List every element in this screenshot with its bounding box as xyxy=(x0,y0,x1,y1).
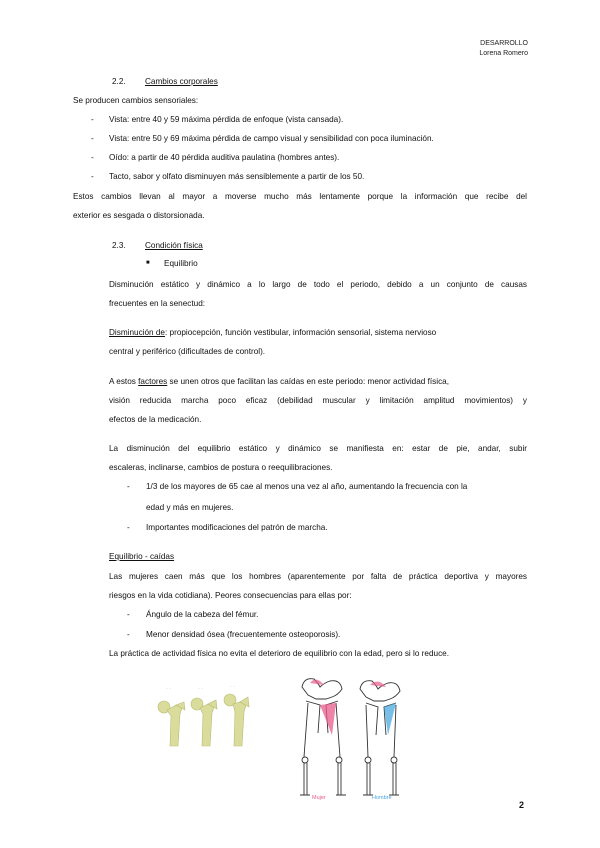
list-item: Vista: entre 50 y 69 máxima pérdida de campo visual y sensibilidad con poca iluminación. xyxy=(109,134,434,143)
list-item: Vista: entre 40 y 59 máxima pérdida de enfoque (vista cansada). xyxy=(109,115,344,124)
male-skeleton xyxy=(360,681,400,795)
square-bullet-icon: ■ xyxy=(146,260,150,266)
section-number: 2.3. xyxy=(112,241,126,250)
paragraph: Estos cambios llevan al mayor a moverse mucho más lentamente porque la información que recibe del xyxy=(73,192,527,201)
paragraph: Disminución estático y dinámico a lo largo de todo el periodo, debido a un conjunto de causas xyxy=(109,280,527,289)
inline-text: : propiocepción, función vestibular, información sensorial, sistema nervioso xyxy=(164,328,437,337)
section-number: 2.2. xyxy=(112,77,126,86)
list-item: Ángulo de la cabeza del fémur. xyxy=(146,610,259,619)
paragraph: efectos de la medicación. xyxy=(109,415,202,424)
paragraph: Se producen cambios sensoriales: xyxy=(73,96,199,105)
paragraph: Las mujeres caen más que los hombres (aparentemente por falta de práctica deportiva y mayores xyxy=(109,572,527,581)
list-item: Menor densidad ósea (frecuentemente osteoporosis). xyxy=(146,630,341,639)
section-title: Cambios corporales xyxy=(145,77,218,86)
paragraph xyxy=(109,376,449,387)
dash-bullet: - xyxy=(127,523,130,532)
list-item: Importantes modificaciones del patrón de marcha. xyxy=(146,523,328,532)
subsection-title: Equilibrio - caídas xyxy=(109,552,175,561)
list-item: Oído: a partir de 40 pérdida auditiva paulatina (hombres antes). xyxy=(109,153,340,162)
paragraph: visión reducida marcha poco eficaz (debilidad muscular y limitación amplitud movimientos) y xyxy=(109,396,527,405)
paragraph: riesgos en la vida cotidiana). Peores consecuencias para ellas por: xyxy=(109,591,352,600)
paragraph: central y periférico (dificultades de control). xyxy=(109,347,266,356)
dash-bullet: - xyxy=(91,115,94,124)
dash-bullet: - xyxy=(91,153,94,162)
femur-bone-1 xyxy=(158,701,185,746)
male-pelvis-highlight xyxy=(370,681,386,687)
mujer-label: Mujer xyxy=(312,795,326,801)
inline-text: se unen otros que facilitan las caídas en este periodo: menor actividad física, xyxy=(167,377,449,386)
subsection-title: Equilibrio xyxy=(164,259,198,268)
paragraph: La práctica de actividad física no evita el deterioro de equilibrio con la edad, pero si lo reduce. xyxy=(109,649,449,658)
paragraph: La disminución del equilibrio estático y dinámico se manifiesta en: estar de pie, andar, subir xyxy=(109,444,527,453)
svg-text:·· ··: ·· ·· xyxy=(230,684,235,688)
svg-text:·· ··: ·· ·· xyxy=(166,686,171,690)
header-author: Lorena Romero xyxy=(479,50,528,57)
section-title: Condición física xyxy=(145,241,203,250)
header-title: DESARROLLO xyxy=(480,40,528,47)
list-item: Tacto, sabor y olfato disminuyen más sensiblemente a partir de los 50. xyxy=(109,172,365,181)
skeleton-figure xyxy=(296,673,416,813)
female-skeleton xyxy=(300,679,346,795)
page-number: 2 xyxy=(518,800,524,810)
paragraph: exterior es sesgada o distorsionada. xyxy=(73,211,205,220)
paragraph: frecuentes en la senectud: xyxy=(109,299,206,308)
inline-label: factores xyxy=(138,377,168,386)
paragraph xyxy=(109,327,436,338)
list-item: 1/3 de los mayores de 65 cae al menos una vez al año, aumentando la frecuencia con la xyxy=(146,482,468,491)
paragraph: escaleras, inclinarse, cambios de postura o reequilibraciones. xyxy=(109,463,333,472)
dash-bullet: - xyxy=(127,610,130,619)
femur-bone-2 xyxy=(191,698,217,746)
dash-bullet: - xyxy=(91,134,94,143)
dash-bullet: - xyxy=(127,482,130,491)
dash-bullet: - xyxy=(127,630,130,639)
female-pelvis-highlight xyxy=(310,679,324,685)
inline-label: Disminución de xyxy=(109,328,165,337)
femur-bone-3 xyxy=(224,694,249,746)
list-item-continuation: edad y más en mujeres. xyxy=(146,503,234,512)
inline-text: A estos xyxy=(109,377,139,386)
hombre-label: Hombre xyxy=(372,795,392,801)
dash-bullet: - xyxy=(91,172,94,181)
svg-text:·· ··: ·· ·· xyxy=(198,686,203,690)
femur-angles-figure xyxy=(150,680,260,750)
